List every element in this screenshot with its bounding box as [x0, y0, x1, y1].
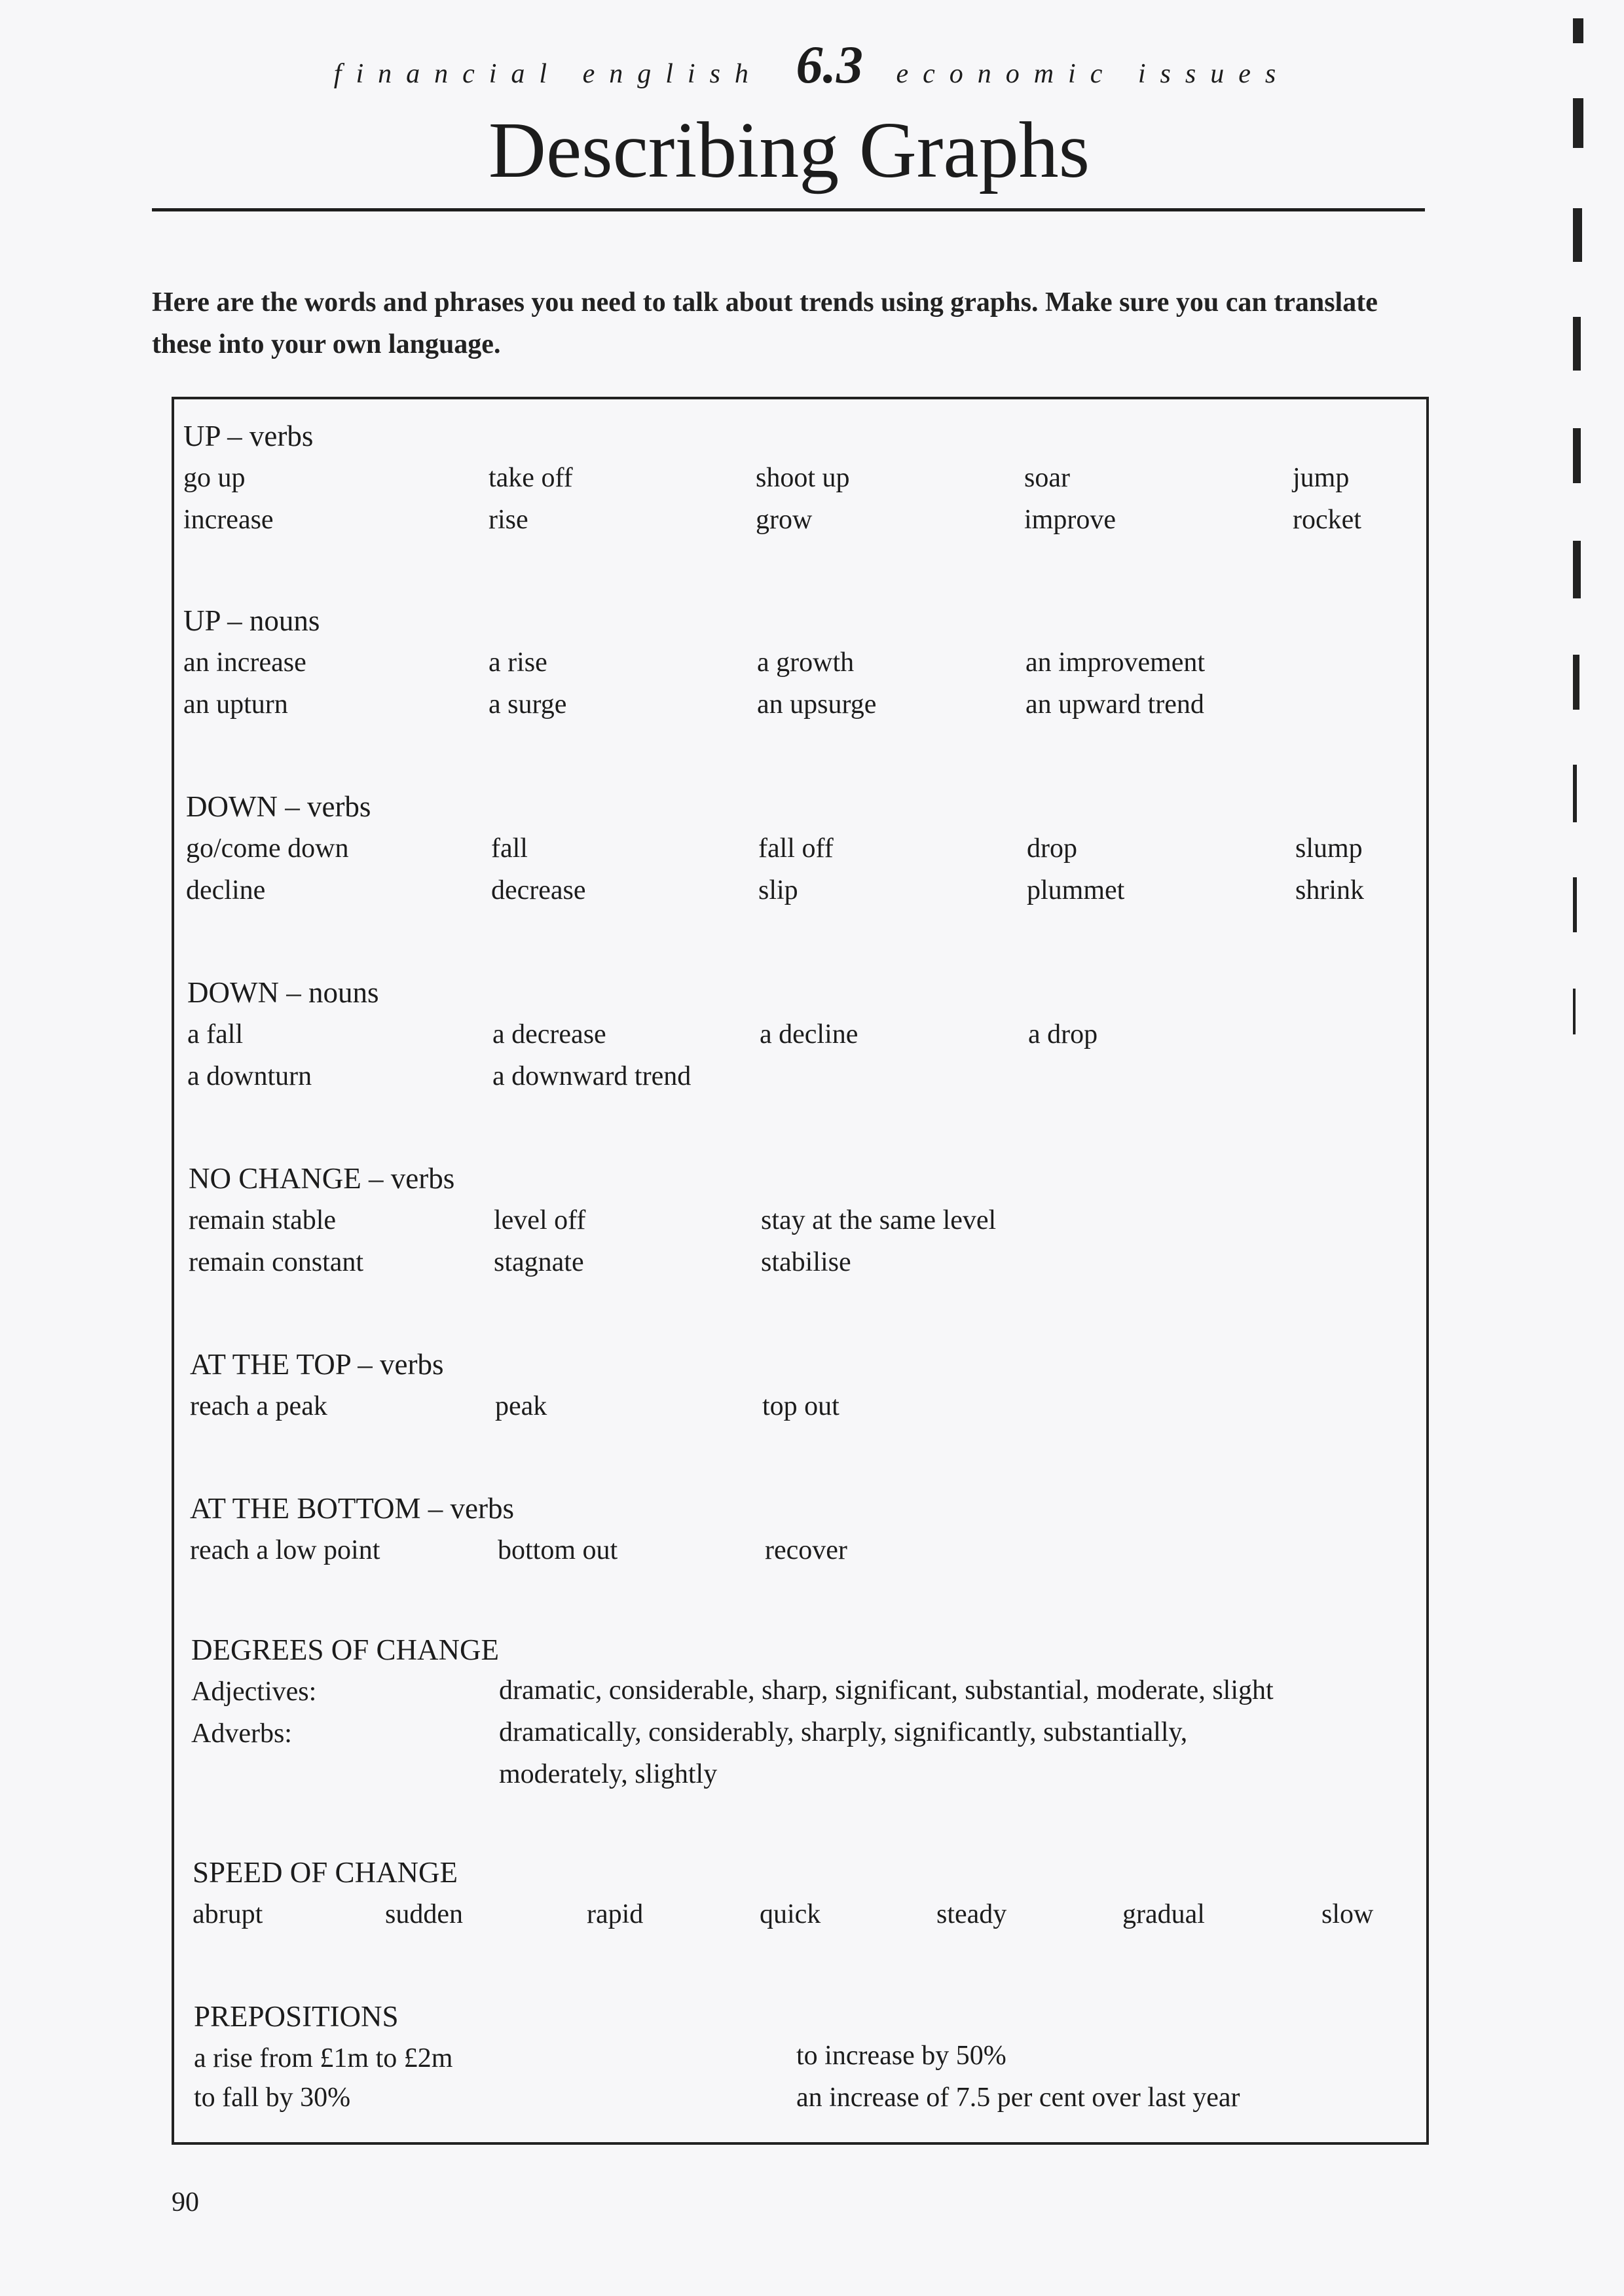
vocab-word: rise: [489, 505, 528, 535]
vocab-row: [174, 1247, 1426, 1288]
vocab-row: [174, 1899, 1426, 1941]
vocab-row: [174, 1391, 1426, 1432]
vocab-word: rapid: [587, 1899, 644, 1929]
vocab-word: peak: [495, 1391, 547, 1421]
unit-number: 6.3: [796, 35, 863, 94]
header-right: economic issues: [896, 59, 1291, 89]
binding-mark: [1573, 428, 1581, 483]
vocab-word: a decline: [760, 1019, 858, 1049]
section-title: UP – nouns: [183, 604, 320, 637]
vocab-word: slow: [1321, 1899, 1374, 1929]
binding-mark: [1573, 765, 1577, 822]
vocab-word: grow: [756, 505, 813, 535]
vocab-row: [174, 504, 1426, 546]
vocab-word: shoot up: [756, 463, 850, 493]
vocab-word: rocket: [1293, 505, 1361, 535]
vocab-word: gradual: [1122, 1899, 1205, 1929]
vocab-word: drop: [1027, 833, 1077, 864]
vocab-row: [174, 689, 1426, 731]
vocab-word: abrupt: [193, 1899, 263, 1929]
vocab-word: quick: [760, 1899, 821, 1929]
page-title: Describing Graphs: [488, 106, 1090, 194]
vocab-word: soar: [1024, 463, 1070, 493]
adjectives-label: Adjectives:: [191, 1677, 317, 1707]
vocab-row: [174, 1535, 1426, 1576]
preposition-example: an increase of 7.5 per cent over last year: [796, 2083, 1240, 2113]
binding-mark: [1573, 208, 1582, 262]
vocab-word: a fall: [187, 1019, 244, 1049]
section-title: NO CHANGE – verbs: [189, 1162, 455, 1195]
section-title: UP – verbs: [183, 420, 314, 452]
vocab-row: [174, 1061, 1426, 1102]
title-rule: [152, 208, 1425, 211]
vocab-word: an improvement: [1025, 647, 1206, 678]
vocab-word: an upsurge: [757, 689, 877, 720]
vocab-word: an increase: [183, 647, 306, 678]
adverbs-label: Adverbs:: [191, 1719, 292, 1749]
section-title: AT THE BOTTOM – verbs: [190, 1492, 514, 1525]
vocab-word: a downward trend: [492, 1061, 692, 1091]
vocab-row: [174, 462, 1426, 504]
section-title: PREPOSITIONS: [194, 2000, 399, 2033]
vocab-word: a growth: [757, 647, 855, 678]
binding-mark: [1573, 98, 1583, 148]
vocab-word: a drop: [1028, 1019, 1098, 1049]
vocab-word: decline: [186, 875, 266, 905]
vocab-word: remain constant: [189, 1247, 364, 1277]
page-number: 90: [172, 2187, 199, 2217]
vocab-word: a surge: [489, 689, 567, 720]
header-left: financial english: [333, 59, 763, 89]
vocab-word: reach a low point: [190, 1535, 380, 1565]
vocab-row: [174, 1019, 1426, 1061]
vocab-word: improve: [1024, 505, 1116, 535]
preposition-example: to fall by 30%: [194, 2083, 351, 2113]
vocab-word: a decrease: [492, 1019, 606, 1049]
vocab-word: an upward trend: [1025, 689, 1204, 720]
vocab-word: fall: [491, 833, 528, 864]
vocab-word: jump: [1293, 463, 1350, 493]
vocab-word: take off: [489, 463, 573, 493]
binding-mark: [1573, 989, 1576, 1034]
vocab-word: increase: [183, 505, 274, 535]
binding-mark: [1573, 541, 1581, 598]
binding-mark: [1573, 877, 1577, 932]
section-title: DEGREES OF CHANGE: [191, 1633, 500, 1666]
vocab-word: a downturn: [187, 1061, 312, 1091]
vocab-word: remain stable: [189, 1205, 337, 1235]
vocab-row: [174, 833, 1426, 875]
binding-mark: [1573, 655, 1579, 710]
vocab-word: go/come down: [186, 833, 349, 864]
vocab-row: [174, 1205, 1426, 1247]
vocab-row: [174, 2082, 1426, 2124]
vocab-word: stagnate: [494, 1247, 584, 1277]
vocab-word: reach a peak: [190, 1391, 327, 1421]
intro-text: Here are the words and phrases you need to talk about trends using graphs. Make sure you can translate these into your own language.: [152, 287, 1378, 359]
vocab-word: decrease: [491, 875, 586, 905]
running-head: [0, 34, 1624, 96]
vocab-word: steady: [936, 1899, 1007, 1929]
vocab-word: level off: [494, 1205, 586, 1235]
section-title: SPEED OF CHANGE: [193, 1856, 458, 1889]
vocab-word: shrink: [1295, 875, 1364, 905]
vocab-word: plummet: [1027, 875, 1125, 905]
section-title: DOWN – nouns: [187, 976, 379, 1009]
vocab-word: sudden: [385, 1899, 463, 1929]
vocab-word: bottom out: [498, 1535, 618, 1565]
vocab-word: slip: [758, 875, 798, 905]
vocab-row: [174, 875, 1426, 917]
vocab-row: [174, 647, 1426, 689]
binding-marks: [1573, 0, 1599, 1178]
vocab-word: top out: [762, 1391, 840, 1421]
vocab-word: an upturn: [183, 689, 288, 720]
section-title: DOWN – verbs: [186, 790, 371, 823]
vocab-word: stabilise: [761, 1247, 851, 1277]
vocab-word: go up: [183, 463, 246, 493]
section-title: AT THE TOP – verbs: [190, 1348, 444, 1381]
vocabulary-box: [172, 397, 1429, 2145]
preposition-example: a rise from £1m to £2m: [194, 2043, 453, 2073]
adverbs-list: dramatically, considerably, sharply, significantly, substantially, moderately, slightly: [499, 1717, 1188, 1789]
binding-mark: [1573, 18, 1583, 43]
vocab-word: fall off: [758, 833, 834, 864]
vocab-word: a rise: [489, 647, 547, 678]
preposition-example: to increase by 50%: [796, 2041, 1006, 2071]
vocab-word: recover: [765, 1535, 847, 1565]
vocab-row: [174, 2040, 1426, 2082]
vocab-word: slump: [1295, 833, 1363, 864]
adjectives-list: dramatic, considerable, sharp, significant, substantial, moderate, slight: [499, 1675, 1274, 1705]
vocab-word: stay at the same level: [761, 1205, 997, 1235]
binding-mark: [1573, 317, 1581, 371]
